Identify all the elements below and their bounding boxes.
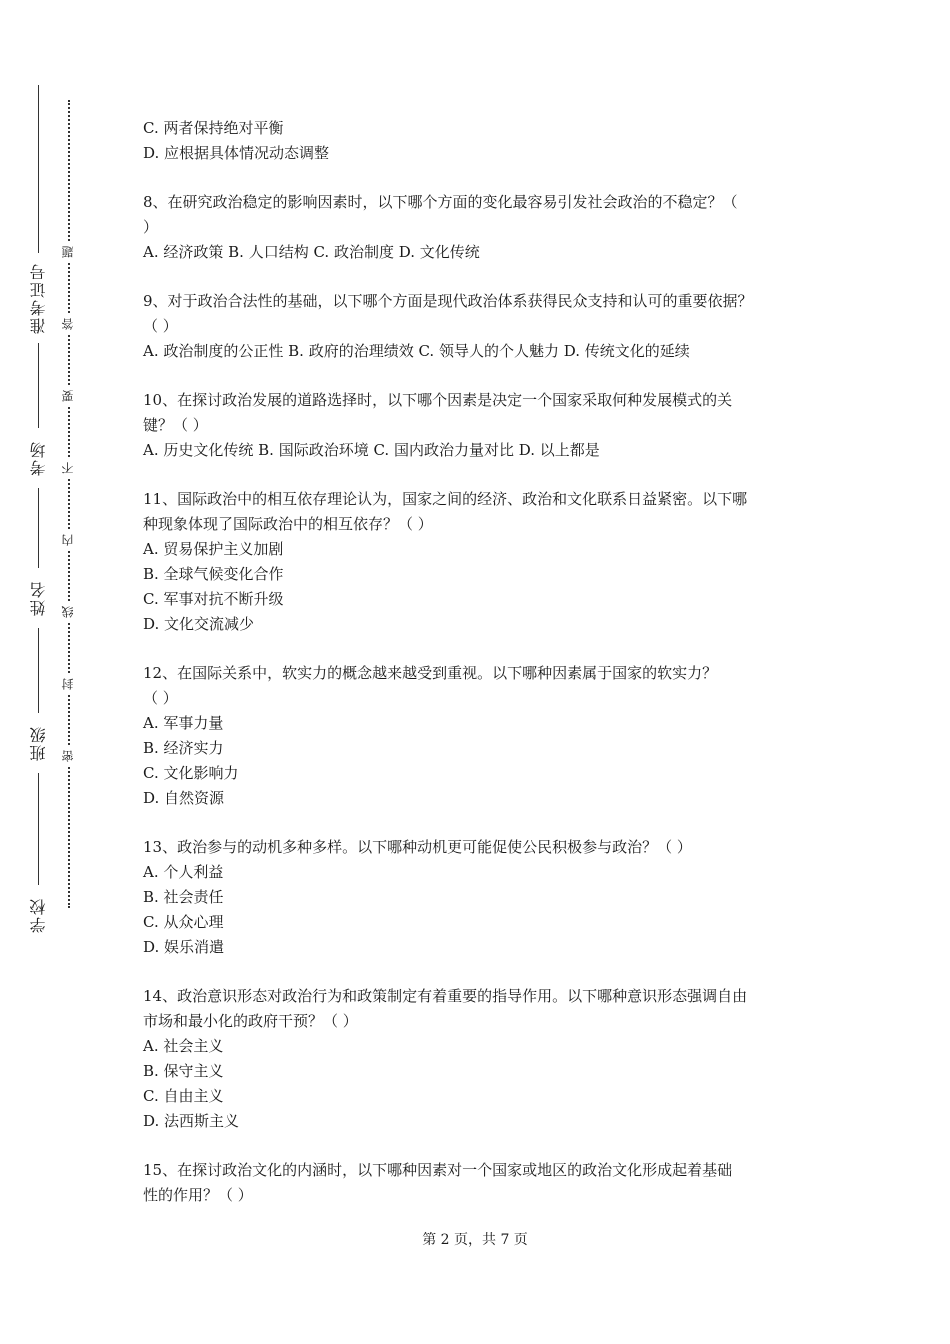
answer-option-line: A. 历史文化传统 B. 国际政治环境 C. 国内政治力量对比 D. 以上都是 — [143, 441, 600, 459]
question-text-line: 12、在国际关系中，软实力的概念越来越受到重视。以下哪种因素属于国家的软实力？ — [143, 664, 718, 682]
answer-option-line: C. 两者保持绝对平衡 — [143, 119, 284, 137]
question-text-line: 13、政治参与的动机多种多样。以下哪种动机更可能促使公民积极参与政治？（ ） — [143, 838, 692, 856]
paragraph-gap — [143, 265, 813, 289]
question-text-line: 11、国际政治中的相互依存理论认为，国家之间的经济、政治和文化联系日益紧密。以下哪 — [143, 490, 748, 508]
question-text-line: 种现象体现了国际政治中的相互依存？（ ） — [143, 515, 433, 533]
binding-line — [38, 773, 39, 885]
paragraph-gap — [143, 166, 813, 190]
seal-char: 不 — [58, 458, 78, 478]
answer-option-line: A. 军事力量 — [143, 714, 224, 732]
seal-char: 线 — [58, 602, 78, 622]
answer-option-line: C. 文化影响力 — [143, 764, 239, 782]
seal-char: 封 — [58, 674, 78, 694]
answer-option-line: C. 自由主义 — [143, 1087, 224, 1105]
question-text-line: 9、对于政治合法性的基础，以下哪个方面是现代政治体系获得民众支持和认可的重要依据？ — [143, 292, 753, 310]
paragraph-gap — [143, 364, 813, 388]
exam-room-label: 考场 — [29, 440, 48, 476]
answer-option-line: A. 贸易保护主义加剧 — [143, 540, 284, 558]
answer-option-line: D. 娱乐消遣 — [143, 938, 225, 956]
question-text-line: 性的作用？（ ） — [143, 1186, 253, 1204]
answer-option-line: C. 从众心理 — [143, 913, 224, 931]
question-text-line: 8、在研究政治稳定的影响因素时，以下哪个方面的变化最容易引发社会政治的不稳定？（ — [143, 193, 738, 211]
seal-dotted-line — [68, 100, 70, 908]
seal-char: 答 — [58, 314, 78, 334]
answer-option-line: B. 保守主义 — [143, 1062, 224, 1080]
paragraph-gap — [143, 1134, 813, 1158]
page-footer: 第 2 页，共 7 页 — [422, 1232, 528, 1248]
seal-char: 题 — [58, 242, 78, 262]
answer-option-line: B. 经济实力 — [143, 739, 224, 757]
seal-char: 要 — [58, 386, 78, 406]
question-text-line: 15、在探讨政治文化的内涵时，以下哪种因素对一个国家或地区的政治文化形成起着基础 — [143, 1161, 733, 1179]
answer-option-line: B. 社会责任 — [143, 888, 224, 906]
answer-option-line: D. 应根据具体情况动态调整 — [143, 144, 330, 162]
answer-option-line: B. 全球气候变化合作 — [143, 565, 284, 583]
question-body — [143, 116, 813, 1208]
name-label: 姓名 — [29, 580, 48, 616]
question-text-line: （ ） — [143, 317, 178, 335]
class-label: 班级 — [29, 725, 48, 761]
seal-char: 密 — [58, 746, 78, 766]
paragraph-gap — [143, 637, 813, 661]
answer-option-line: D. 法西斯主义 — [143, 1112, 240, 1130]
school-label: 学校 — [29, 897, 48, 933]
paragraph-gap — [143, 811, 813, 835]
binding-margin — [0, 0, 110, 1344]
question-text-line: 10、在探讨政治发展的道路选择时，以下哪个因素是决定一个国家采取何种发展模式的关 — [143, 391, 733, 409]
answer-option-line: D. 文化交流减少 — [143, 615, 255, 633]
answer-option-line: A. 社会主义 — [143, 1037, 224, 1055]
binding-line — [38, 85, 39, 253]
exam-number-label: 准考证号 — [29, 262, 48, 334]
answer-option-line: A. 经济政策 B. 人口结构 C. 政治制度 D. 文化传统 — [143, 243, 480, 261]
question-text-line: 14、政治意识形态对政治行为和政策制定有着重要的指导作用。以下哪种意识形态强调自由 — [143, 987, 748, 1005]
binding-line — [38, 628, 39, 713]
question-text-line: ） — [143, 218, 159, 236]
seal-char: 内 — [58, 530, 78, 550]
question-text-line: 键？（ ） — [143, 416, 208, 434]
answer-option-line: C. 军事对抗不断升级 — [143, 590, 284, 608]
binding-line — [38, 488, 39, 568]
binding-line — [38, 343, 39, 428]
answer-option-line: D. 自然资源 — [143, 789, 225, 807]
paragraph-gap — [143, 463, 813, 487]
paragraph-gap — [143, 960, 813, 984]
question-text-line: 市场和最小化的政府干预？（ ） — [143, 1012, 358, 1030]
question-text-line: （ ） — [143, 689, 178, 707]
answer-option-line: A. 个人利益 — [143, 863, 224, 881]
answer-option-line: A. 政治制度的公正性 B. 政府的治理绩效 C. 领导人的个人魅力 D. 传统文化的延续 — [143, 342, 690, 360]
